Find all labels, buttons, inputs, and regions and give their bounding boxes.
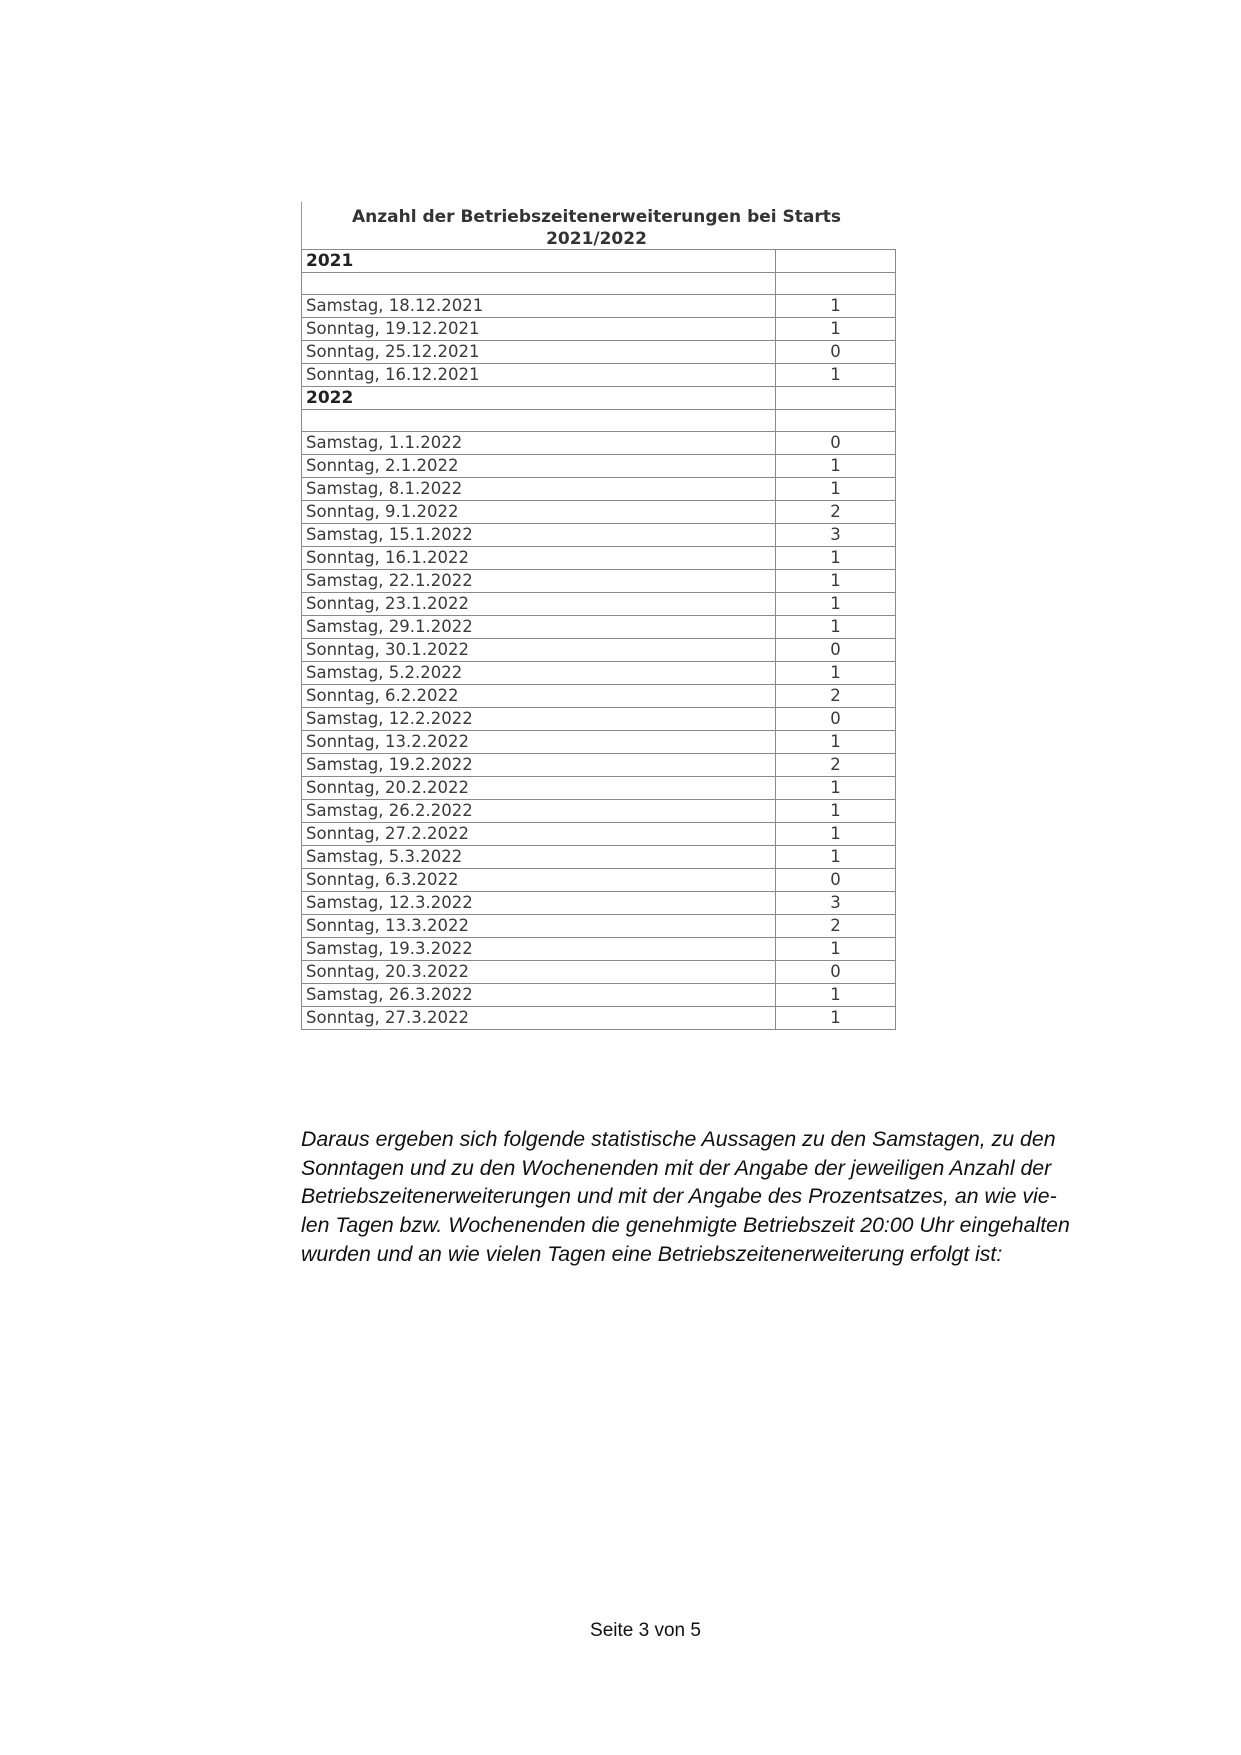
date-cell: Sonntag, 6.2.2022 [302, 685, 776, 708]
scanned-table [301, 202, 901, 1030]
summary-paragraph [301, 1125, 1141, 1269]
count-cell: 1 [776, 478, 896, 501]
table-row [302, 295, 896, 318]
table-row [302, 961, 896, 984]
paragraph-line: len Tagen bzw. Wochenenden die genehmigte Betriebszeit 20:00 Uhr eingehalten [301, 1213, 1070, 1238]
table-row [302, 478, 896, 501]
table-row [302, 708, 896, 731]
count-cell: 0 [776, 639, 896, 662]
table-row [302, 685, 896, 708]
date-cell: Samstag, 26.3.2022 [302, 984, 776, 1007]
table-row [302, 731, 896, 754]
date-cell: Sonntag, 20.2.2022 [302, 777, 776, 800]
count-cell: 1 [776, 823, 896, 846]
count-cell: 0 [776, 432, 896, 455]
date-cell: Sonntag, 25.12.2021 [302, 341, 776, 364]
table-row [302, 524, 896, 547]
table-row [302, 662, 896, 685]
table-row [302, 984, 896, 1007]
count-cell: 2 [776, 915, 896, 938]
date-cell: Samstag, 5.2.2022 [302, 662, 776, 685]
table-row [302, 1007, 896, 1030]
table-row [302, 432, 896, 455]
date-cell: Sonntag, 20.3.2022 [302, 961, 776, 984]
table-row [302, 823, 896, 846]
paragraph-line: wurden und an wie vielen Tagen eine Betriebszeitenerweiterung erfolgt ist: [301, 1241, 1003, 1266]
table-row [302, 846, 896, 869]
count-cell: 2 [776, 754, 896, 777]
table-title-line2: 2021/2022 [546, 229, 647, 249]
table-row [302, 869, 896, 892]
count-cell: 1 [776, 777, 896, 800]
paragraph-line: Daraus ergeben sich folgende statistische Aussagen zu den Samstagen, zu den [301, 1127, 1056, 1151]
table-row [302, 892, 896, 915]
date-cell: Sonntag, 19.12.2021 [302, 318, 776, 341]
table-row [302, 547, 896, 570]
date-cell: Samstag, 5.3.2022 [302, 846, 776, 869]
date-cell: Samstag, 12.2.2022 [302, 708, 776, 731]
date-cell: Samstag, 29.1.2022 [302, 616, 776, 639]
year-label: 2021 [302, 250, 776, 273]
date-cell: Sonntag, 9.1.2022 [302, 501, 776, 524]
paragraph-line: Betriebszeitenerweiterungen und mit der Angabe des Prozentsatzes, an wie vie- [301, 1184, 1057, 1209]
count-cell: 1 [776, 570, 896, 593]
table-row [302, 754, 896, 777]
table-row [302, 593, 896, 616]
table-row [302, 800, 896, 823]
count-cell: 1 [776, 984, 896, 1007]
paragraph-line: Sonntagen und zu den Wochenenden mit der Angabe der jeweiligen Anzahl der [301, 1155, 1052, 1180]
date-cell: Sonntag, 13.2.2022 [302, 731, 776, 754]
count-cell: 1 [776, 846, 896, 869]
table-row [302, 616, 896, 639]
date-cell: Samstag, 22.1.2022 [302, 570, 776, 593]
blank-row [302, 410, 896, 432]
count-cell: 1 [776, 616, 896, 639]
count-cell: 1 [776, 593, 896, 616]
count-cell: 3 [776, 524, 896, 547]
count-cell: 1 [776, 938, 896, 961]
table-row [302, 639, 896, 662]
date-cell: Sonntag, 16.1.2022 [302, 547, 776, 570]
date-cell: Samstag, 18.12.2021 [302, 295, 776, 318]
table-row [302, 938, 896, 961]
date-cell: Samstag, 1.1.2022 [302, 432, 776, 455]
count-cell: 2 [776, 685, 896, 708]
date-cell: Sonntag, 13.3.2022 [302, 915, 776, 938]
date-cell: Samstag, 8.1.2022 [302, 478, 776, 501]
count-cell: 1 [776, 662, 896, 685]
count-cell: 0 [776, 869, 896, 892]
date-cell: Samstag, 19.2.2022 [302, 754, 776, 777]
count-cell: 1 [776, 1007, 896, 1030]
table-row [302, 318, 896, 341]
date-cell: Sonntag, 30.1.2022 [302, 639, 776, 662]
date-cell: Sonntag, 2.1.2022 [302, 455, 776, 478]
date-cell: Sonntag, 16.12.2021 [302, 364, 776, 387]
table-row [302, 455, 896, 478]
count-cell: 1 [776, 731, 896, 754]
date-cell: Samstag, 19.3.2022 [302, 938, 776, 961]
year-label: 2022 [302, 387, 776, 410]
count-cell: 1 [776, 800, 896, 823]
count-cell: 0 [776, 708, 896, 731]
blank-row [302, 273, 896, 295]
table-title [301, 202, 891, 249]
year-header-row [302, 387, 896, 410]
count-cell: 0 [776, 961, 896, 984]
count-cell: 1 [776, 455, 896, 478]
date-cell: Samstag, 26.2.2022 [302, 800, 776, 823]
table-row [302, 915, 896, 938]
date-cell: Samstag, 15.1.2022 [302, 524, 776, 547]
count-cell: 0 [776, 341, 896, 364]
count-cell: 1 [776, 364, 896, 387]
table-row [302, 501, 896, 524]
year-header-row [302, 250, 896, 273]
table-row [302, 341, 896, 364]
table-row [302, 777, 896, 800]
date-cell: Sonntag, 27.2.2022 [302, 823, 776, 846]
count-cell: 3 [776, 892, 896, 915]
table-row [302, 364, 896, 387]
count-cell: 1 [776, 318, 896, 341]
date-cell: Sonntag, 23.1.2022 [302, 593, 776, 616]
date-cell: Samstag, 12.3.2022 [302, 892, 776, 915]
count-cell: 1 [776, 547, 896, 570]
table-row [302, 570, 896, 593]
table-title-line1: Anzahl der Betriebszeitenerweiterungen bei Starts [352, 207, 841, 227]
count-cell: 1 [776, 295, 896, 318]
data-table [301, 249, 896, 1030]
date-cell: Sonntag, 27.3.2022 [302, 1007, 776, 1030]
date-cell: Sonntag, 6.3.2022 [302, 869, 776, 892]
page-number: Seite 3 von 5 [590, 1620, 701, 1641]
count-cell: 2 [776, 501, 896, 524]
